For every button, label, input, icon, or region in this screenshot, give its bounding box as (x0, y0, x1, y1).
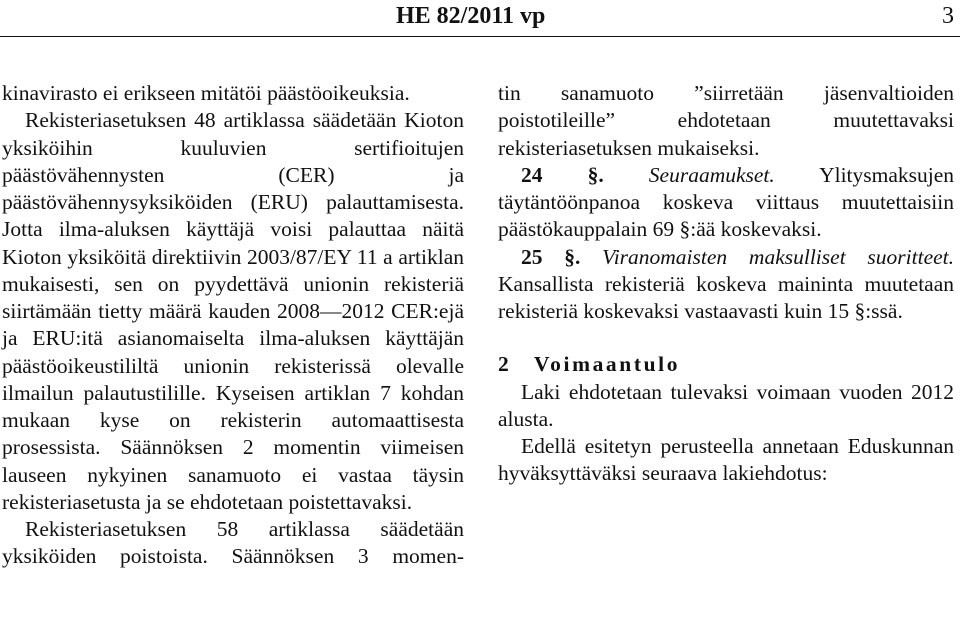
section-title: Viranomaisten maksulliset suoritteet. (602, 244, 955, 269)
section-text: Kansallista rekisteriä koskeva maininta muutetaan rekisteriä koskevaksi vastaavasti kuin 15 §:ssä. (498, 271, 954, 323)
page-header (0, 0, 960, 38)
section-heading (498, 351, 954, 378)
heading-number: 2 (498, 352, 509, 377)
section-number: 24 §. (521, 162, 604, 187)
paragraph: tin sanamuoto ”siirretään jäsenvaltioiden poistotileille” ehdotetaan muutettavaksi rekisteriasetuksen mukaiseksi. (498, 81, 954, 160)
heading-title: Voimaantulo (534, 352, 681, 377)
paragraph: kinavirasto ei erikseen mitätöi päästöoikeuksia. (2, 81, 410, 105)
section-text: Ylitysmaksujen täytäntöönpanoa koskeva viittaus muutettaisiin päästökauppalain 69 §:ää koskevaksi. (498, 162, 955, 242)
paragraph: Rekisteriasetuksen 58 artiklassa säädetään yksiköiden poistoista. Säännöksen 3 momen- (2, 517, 464, 569)
left-column (2, 80, 464, 571)
paragraph: Rekisteriasetuksen 48 artiklassa säädetään Kioton yksiköihin kuuluvien sertifioitujen päästövähennysten (CER) ja päästövähennysyksiköiden (ERU) palauttamisesta. Jotta ilma-aluksen käyttäjä voisi palauttaa näitä Kioton yksiköitä direktiivin 2003/87/EY 11 a artiklan mukaisesti, sen on pyydettävä unionin rekisteriä siirtämään tietty määrä kauden 2008—2012 CER:ejä ja ERU:itä asianomaiselta ilma-aluksen käyttäjän päästöoikeustililtä unionin rekisterissä olevalle ilmailun palautustilille. Kyseisen artiklan 7 kohdan mukaan kyse on rekisterin automaattisesta prosessista. Säännöksen 2 momentin viimeisen lauseen nykyinen sanamuoto ei vastaa täysin rekisteriasetusta ja se ehdotetaan poistettavaksi. (2, 108, 464, 514)
header-divider (0, 36, 960, 37)
section-item-24 (498, 162, 954, 244)
paragraph: Laki ehdotetaan tulevaksi voimaan vuoden 2012 alusta. (498, 379, 954, 431)
document-title: HE 82/2011 vp (396, 3, 546, 29)
section-item-25 (498, 244, 954, 326)
section-title: Seuraamukset. (648, 162, 775, 187)
right-column (498, 80, 954, 488)
section-number: 25 §. (521, 244, 581, 269)
paragraph: Edellä esitetyn perusteella annetaan Eduskunnan hyväksyttäväksi seuraava lakiehdotus: (498, 434, 954, 486)
page-number: 3 (942, 3, 954, 29)
